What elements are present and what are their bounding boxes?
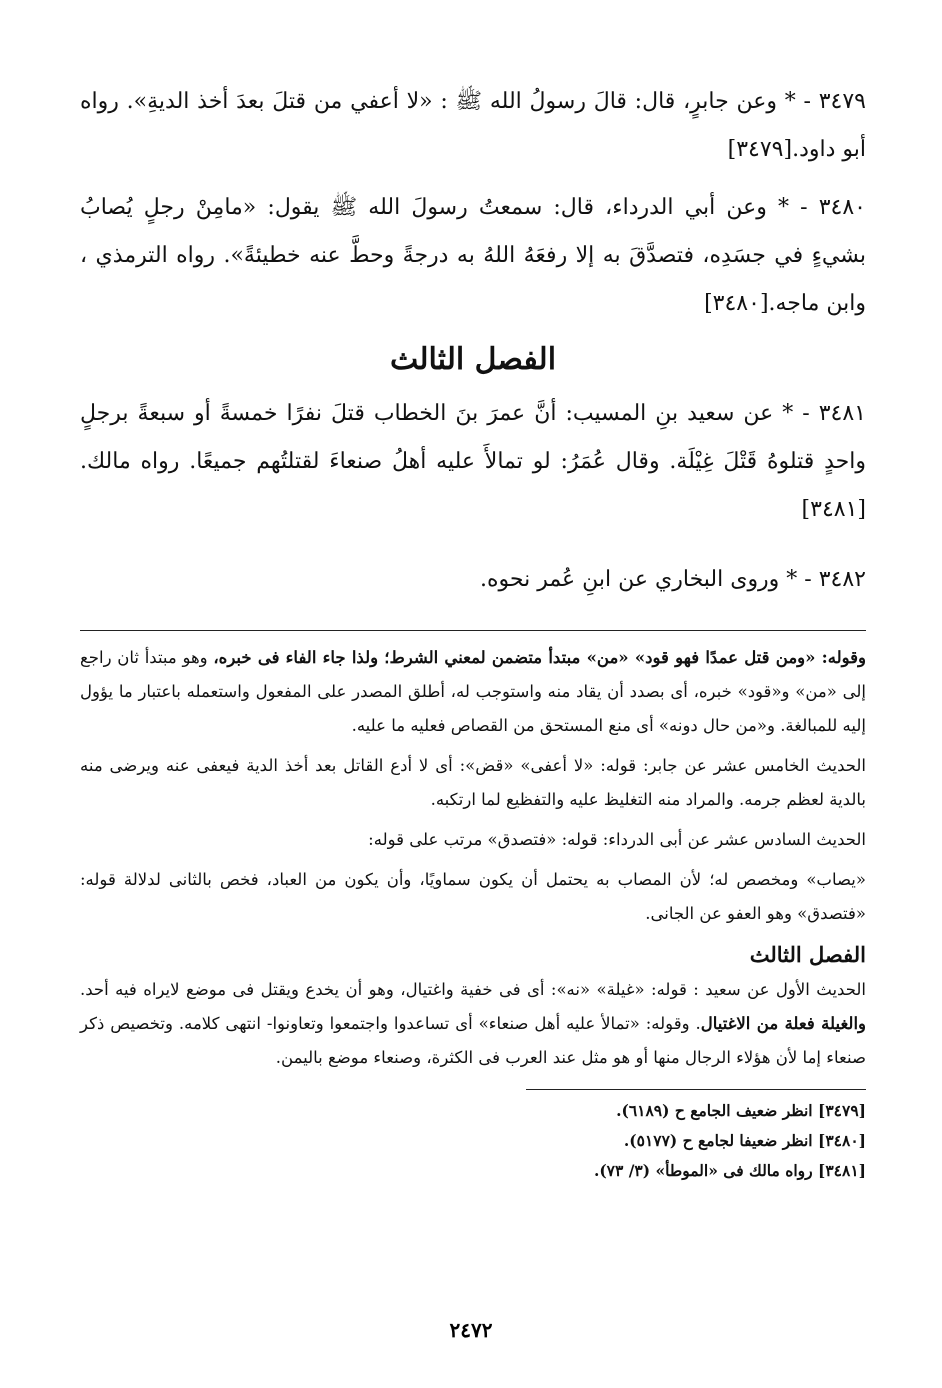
commentary-paragraph [80, 641, 866, 743]
commentary-text: . وقوله: «تمالأ عليه أهل صنعاء» أى تساعدوا واجتمعوا وتعاونوا- انتهى كلامه. وتخصيص ذكر صنعاء إما لأن هؤلاء الرجال منها أو هو مثل عند العرب فى الكثرة، وصنعاء موضع باليمن. [80, 1014, 866, 1067]
hadith-3482: ٣٤٨٢ - * وروى البخاري عن ابنِ عُمر نحوه. [480, 567, 866, 592]
commentary-divider [80, 630, 866, 631]
hadith-text [80, 78, 866, 604]
page-body [80, 78, 866, 1186]
commentary-paragraph [80, 973, 866, 1075]
commentary-paragraph: الحديث الخامس عشر عن جابر: قوله: «لا أعفى» «قض»: أى لا أدع القاتل بعد أخذ الدية فيعفى عنه ويرضى منه بالدية لعظم جرمه. والمراد منه التغليظ عليه والتفظيع لما ارتكبه. [80, 756, 866, 809]
commentary-text: وهو مبتدأ ثان راجع إلى «من» و«قود» خبره، أى بصدد أن يقاد منه واستوجب له، أطلق المصدر على المفعول واستعمله باعتبار ما يؤول إليه للمبالغة. و«من حال دونه» أى منع المستحق من القصاص فعليه ما عليه. [80, 648, 866, 735]
page-number: ٢٤٧٢ [449, 1318, 493, 1342]
commentary [80, 641, 866, 1075]
footnotes [80, 1096, 866, 1186]
commentary-paragraph: «يصاب» ومخصص له؛ لأن المصاب به يحتمل أن يكون سماويًا، وأن يكون من العباد، فخص بالثانى لدلالة قوله: «فتصدق» وهو العفو عن الجانى. [80, 870, 866, 923]
section-title: الفصل الثالث [389, 342, 557, 377]
hadith-3480: ٣٤٨٠ - * وعن أبي الدرداء، قال: سمعتُ رسولَ الله ﷺ يقول: «مامِنْ رجلٍ يُصابُ بشيءٍ في جسَدِه، فتصدَّقَ به إلا رفعَهُ اللهُ به درجةً وحطَّ عنه خطيئةً». رواه الترمذي ، وابن ماجه.[٣٤٨٠] [80, 195, 866, 316]
footnote: [٣٤٨١] رواه مالك فى «الموطأ» (٣/ ٧٣). [593, 1161, 866, 1180]
footnote-divider [526, 1089, 866, 1090]
commentary-text: الحديث الأول عن سعيد : قوله: «غيلة» «نه»: أى فى خفية واغتيال، وهو أن يخدع ويقتل فى موضع لايراه فيه أحد. [80, 980, 866, 999]
commentary-section-title: الفصل الثالث [749, 942, 866, 967]
commentary-bold-lead: وقوله: «ومن قتل عمدًا فهو قود» «من» مبتدأ متضمن لمعني الشرط؛ ولذا جاء الفاء فى خبره، [213, 648, 866, 667]
footnote: [٣٤٨٠] انظر ضعيفا لجامع ح (٥١٧٧). [623, 1131, 866, 1150]
footnote: [٣٤٧٩] انظر ضعيف الجامع ح (٦١٨٩). [616, 1101, 866, 1120]
hadith-3481: ٣٤٨١ - * عن سعيد بنِ المسيب: أنَّ عمرَ بنَ الخطاب قتلَ نفرًا خمسةً أو سبعةً برجلٍ واحدٍ قتلوهُ قَتْلَ غِيْلَة. وقال عُمَرُ: لو تمالأَ عليه أهلُ صنعاءَ لقتلتُهم جميعًا. رواه مالك.[٣٤٨١] [80, 401, 866, 522]
hadith-3479: ٣٤٧٩ - * وعن جابرٍ، قال: قالَ رسولُ الله ﷺ : «لا أعفي من قتلَ بعدَ أخذ الديةِ». رواه أبو داود.[٣٤٧٩] [80, 89, 866, 162]
commentary-bold-phrase: والغيلة فعلة من الاغتيال [700, 1014, 866, 1033]
commentary-paragraph: الحديث السادس عشر عن أبى الدرداء: قوله: «فتصدق» مرتب على قوله: [368, 830, 866, 849]
